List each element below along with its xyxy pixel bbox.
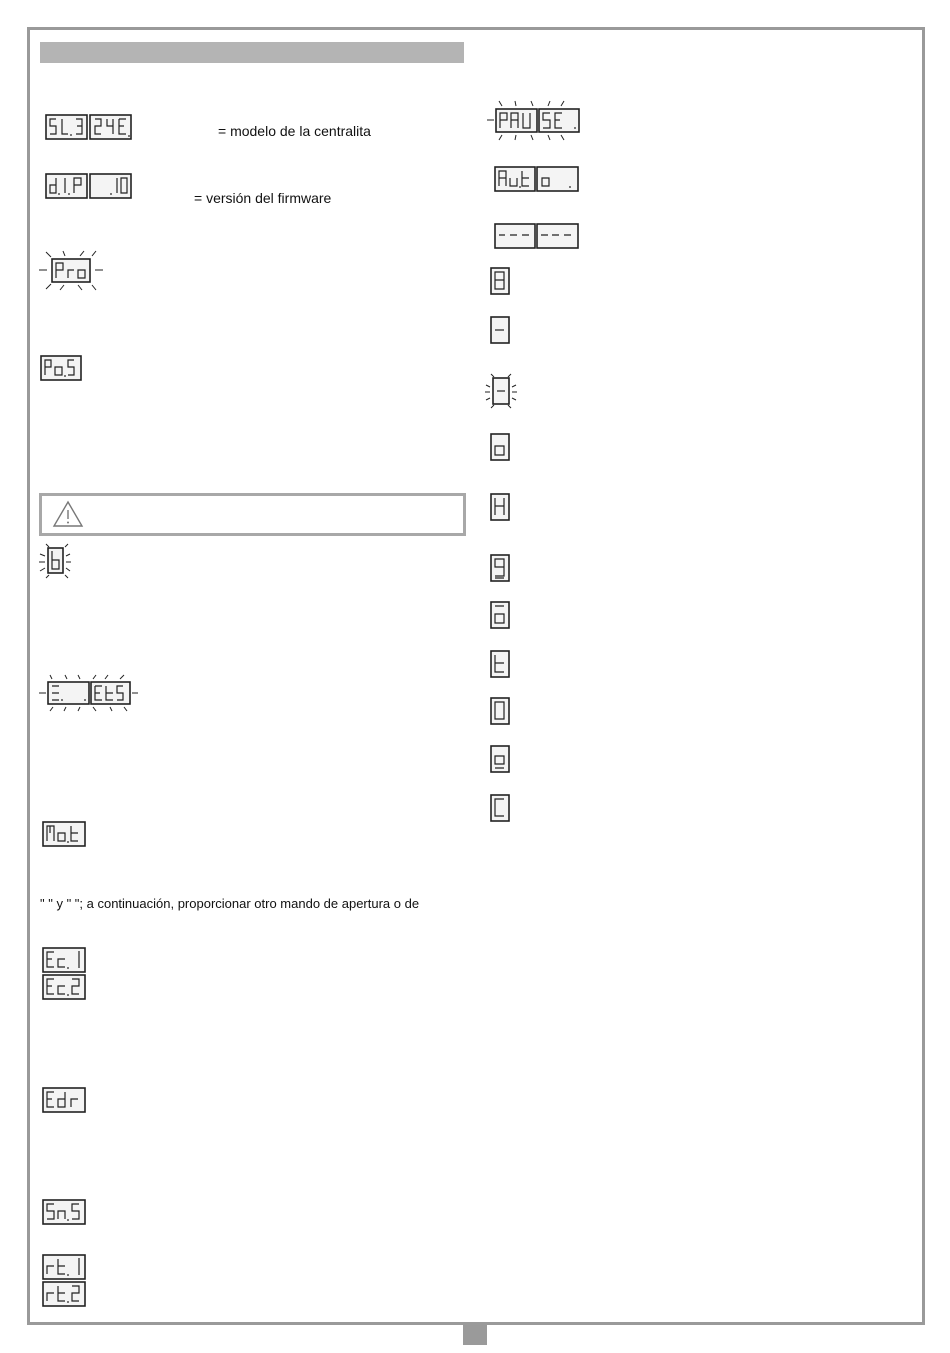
display-dashes	[494, 223, 580, 249]
display-rt1	[42, 1254, 86, 1280]
display-limits-blinking	[38, 673, 140, 713]
warning-box	[39, 493, 466, 536]
display-single-dash	[490, 316, 510, 344]
display-rt2	[42, 1281, 86, 1307]
page-number-tab	[463, 1325, 487, 1345]
warning-triangle-icon	[52, 500, 84, 528]
display-pos	[40, 355, 82, 381]
display-single-o-dot	[490, 745, 510, 773]
display-prog-blinking	[38, 248, 104, 292]
model-description: = modelo de la centralita	[218, 123, 371, 139]
display-sns	[42, 1199, 86, 1225]
display-single-h	[490, 493, 510, 521]
display-single-o-top	[490, 601, 510, 629]
display-single-0	[490, 697, 510, 725]
display-ec2	[42, 974, 86, 1000]
display-firmware	[45, 173, 133, 199]
page-frame	[27, 27, 925, 1325]
display-single-t	[490, 650, 510, 678]
display-model	[45, 114, 133, 140]
display-single-8	[490, 267, 510, 295]
display-single-o	[490, 433, 510, 461]
display-ec1	[42, 947, 86, 973]
display-auto	[494, 166, 580, 192]
display-edr	[42, 1087, 86, 1113]
display-single-dash-blinking	[484, 372, 518, 410]
firmware-description: = versión del firmware	[194, 190, 332, 206]
display-b-blinking	[38, 542, 72, 580]
display-single-9	[490, 554, 510, 582]
section-header-bar	[40, 42, 464, 63]
note-line: " " y " "; a continuación, proporcionar otro mando de apertura o de	[40, 896, 420, 911]
display-mot	[42, 821, 86, 847]
display-single-c	[490, 794, 510, 822]
display-pause-blinking	[486, 100, 582, 142]
